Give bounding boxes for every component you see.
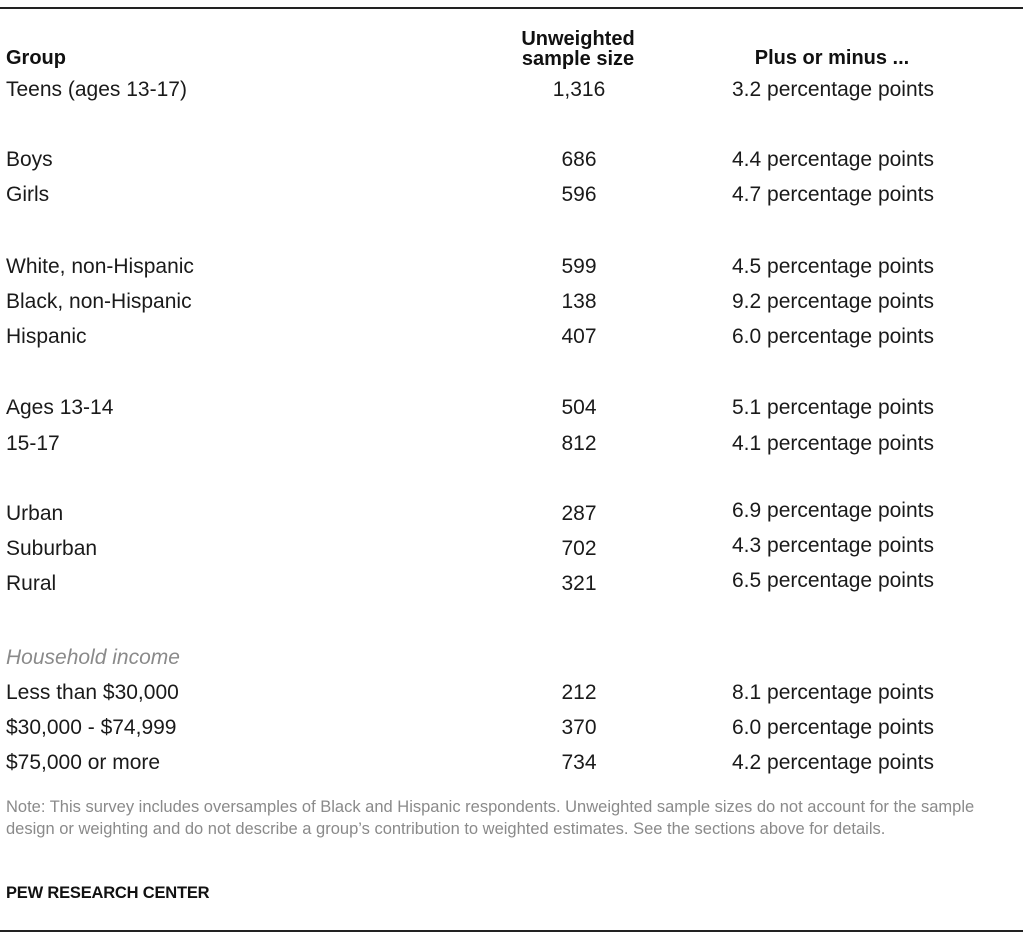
footnote: Note: This survey includes oversamples of Black and Hispanic respondents. Unweighted sample sizes do not account for the sample design or weighting and do not describe a group’s contribution to weighted estimates. See the sections above for details. [6, 798, 975, 838]
row-sample-size: 504 [561, 396, 597, 419]
row-sample-size: 407 [561, 325, 597, 348]
row-margin-of-error: 4.5 percentage points [732, 255, 934, 278]
row-margin-of-error: 8.1 percentage points [732, 681, 934, 704]
row-margin-of-error: 3.2 percentage points [732, 78, 934, 101]
row-label: Rural [6, 572, 57, 595]
row-margin-of-error: 5.1 percentage points [732, 396, 934, 419]
row-label: Less than $30,000 [6, 681, 179, 704]
row-margin-of-error: 6.0 percentage points [732, 325, 934, 348]
row-label: $30,000 - $74,999 [6, 716, 177, 739]
section-label-household-income: Household income [6, 646, 180, 669]
row-sample-size: 599 [561, 255, 597, 278]
row-sample-size: 734 [561, 751, 597, 774]
header-sample-size: Unweighted sample size [521, 28, 635, 70]
row-sample-size: 812 [561, 432, 597, 455]
row-label: White, non-Hispanic [6, 255, 194, 278]
row-sample-size: 138 [561, 290, 597, 313]
row-margin-of-error: 4.7 percentage points [732, 183, 934, 206]
row-label: Girls [6, 183, 50, 206]
row-sample-size: 702 [561, 537, 597, 560]
row-label: $75,000 or more [6, 751, 161, 774]
row-label: Teens (ages 13-17) [6, 78, 187, 101]
row-margin-of-error: 6.0 percentage points [732, 716, 934, 739]
row-label: 15-17 [6, 432, 60, 455]
row-margin-of-error: 4.1 percentage points [732, 432, 934, 455]
row-label: Ages 13-14 [6, 396, 114, 419]
row-margin-of-error: 6.5 percentage points [732, 569, 934, 592]
header-margin-of-error: Plus or minus ... [754, 47, 910, 69]
row-sample-size: 1,316 [552, 78, 606, 101]
row-margin-of-error: 4.2 percentage points [732, 751, 934, 774]
row-sample-size: 212 [561, 681, 597, 704]
header-group: Group [6, 47, 66, 69]
bottom-rule [0, 930, 1023, 932]
row-margin-of-error: 9.2 percentage points [732, 290, 934, 313]
source-label: PEW RESEARCH CENTER [6, 884, 210, 902]
top-rule [0, 7, 1023, 9]
row-label: Boys [6, 148, 53, 171]
row-margin-of-error: 4.4 percentage points [732, 148, 934, 171]
row-margin-of-error: 4.3 percentage points [732, 534, 934, 557]
row-label: Black, non-Hispanic [6, 290, 192, 313]
row-sample-size: 370 [561, 716, 597, 739]
row-margin-of-error: 6.9 percentage points [732, 499, 934, 522]
row-sample-size: 287 [561, 502, 597, 525]
row-sample-size: 596 [561, 183, 597, 206]
row-label: Hispanic [6, 325, 87, 348]
row-sample-size: 686 [561, 148, 597, 171]
row-label: Urban [6, 502, 64, 525]
row-sample-size: 321 [561, 572, 597, 595]
row-label: Suburban [6, 537, 98, 560]
